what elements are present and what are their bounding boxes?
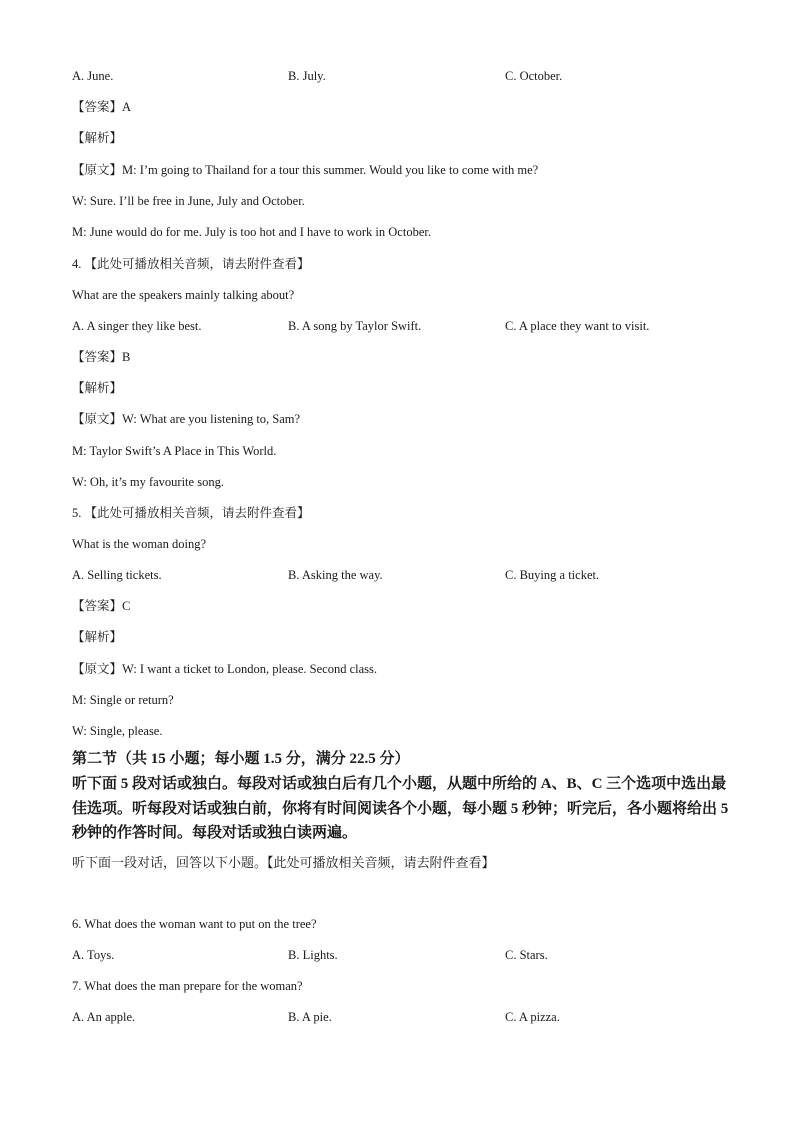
q6-options xyxy=(72,947,732,963)
q5-analysis: 【解析】 xyxy=(72,630,123,644)
section-instructions: 听下面 5 段对话或独白。每段对话或独白后有几个小题，从题中所给的 A、B、C 三个选项中选出最佳选项。听每段对话或独白前，你将有时间阅读各个小题，每小题 5 秒钟；听完后，各小题将给出 5 秒钟的作答时间。每段对话或独白读两遍。 xyxy=(72,776,729,841)
q5-options xyxy=(72,567,732,583)
q3-option-b: B. July. xyxy=(288,69,326,83)
q6-option-b: B. Lights. xyxy=(288,948,338,962)
q5-transcript-line: 【原文】W: I want a ticket to London, please. Second class. xyxy=(72,662,378,676)
q3-transcript-line: 【原文】M: I’m going to Thailand for a tour this summer. Would you like to come with me? xyxy=(72,163,539,177)
q4-analysis: 【解析】 xyxy=(72,381,123,395)
q3-option-a: A. June. xyxy=(72,69,114,83)
q4-answer: 【答案】B xyxy=(72,350,131,364)
q4-options xyxy=(72,318,732,334)
q7-option-c: C. A pizza. xyxy=(505,1010,560,1024)
q6-question: 6. What does the woman want to put on the tree? xyxy=(72,917,317,931)
q6-option-c: C. Stars. xyxy=(505,948,548,962)
q5-option-a: A. Selling tickets. xyxy=(72,568,162,582)
q4-option-c: C. A place they want to visit. xyxy=(505,319,650,333)
q5-option-c: C. Buying a ticket. xyxy=(505,568,600,582)
dialogue-intro: 听下面一段对话，回答以下小题。【此处可播放相关音频，请去附件查看】 xyxy=(72,855,495,870)
q4-transcript-line: 【原文】W: What are you listening to, Sam? xyxy=(72,412,301,426)
q7-question: 7. What does the man prepare for the woman? xyxy=(72,979,303,993)
section-title: 第二节（共 15 小题；每小题 1.5 分，满分 22.5 分） xyxy=(72,751,410,767)
q4-option-a: A. A singer they like best. xyxy=(72,319,202,333)
q5-header: 5. 【此处可播放相关音频，请去附件查看】 xyxy=(72,506,310,520)
q3-transcript-line: W: Sure. I’ll be free in June, July and October. xyxy=(72,194,305,208)
q6-option-a: A. Toys. xyxy=(72,948,115,962)
q7-options xyxy=(72,1009,732,1025)
q7-option-a: A. An apple. xyxy=(72,1010,136,1024)
q4-transcript-line: W: Oh, it’s my favourite song. xyxy=(72,475,224,489)
q7-option-b: B. A pie. xyxy=(288,1010,332,1024)
q5-transcript-line: M: Single or return? xyxy=(72,693,174,707)
q3-option-c: C. October. xyxy=(505,69,563,83)
q5-option-b: B. Asking the way. xyxy=(288,568,383,582)
q4-header: 4. 【此处可播放相关音频，请去附件查看】 xyxy=(72,257,310,271)
q4-transcript-line: M: Taylor Swift’s A Place in This World. xyxy=(72,444,277,458)
q4-option-b: B. A song by Taylor Swift. xyxy=(288,319,422,333)
q5-transcript-line: W: Single, please. xyxy=(72,724,163,738)
q3-analysis: 【解析】 xyxy=(72,131,123,145)
q5-question: What is the woman doing? xyxy=(72,537,206,551)
q3-options xyxy=(72,68,732,84)
q3-transcript-line: M: June would do for me. July is too hot and I have to work in October. xyxy=(72,225,431,239)
q3-answer: 【答案】A xyxy=(72,100,132,114)
q4-question: What are the speakers mainly talking about? xyxy=(72,288,295,302)
q5-answer: 【答案】C xyxy=(72,599,131,613)
